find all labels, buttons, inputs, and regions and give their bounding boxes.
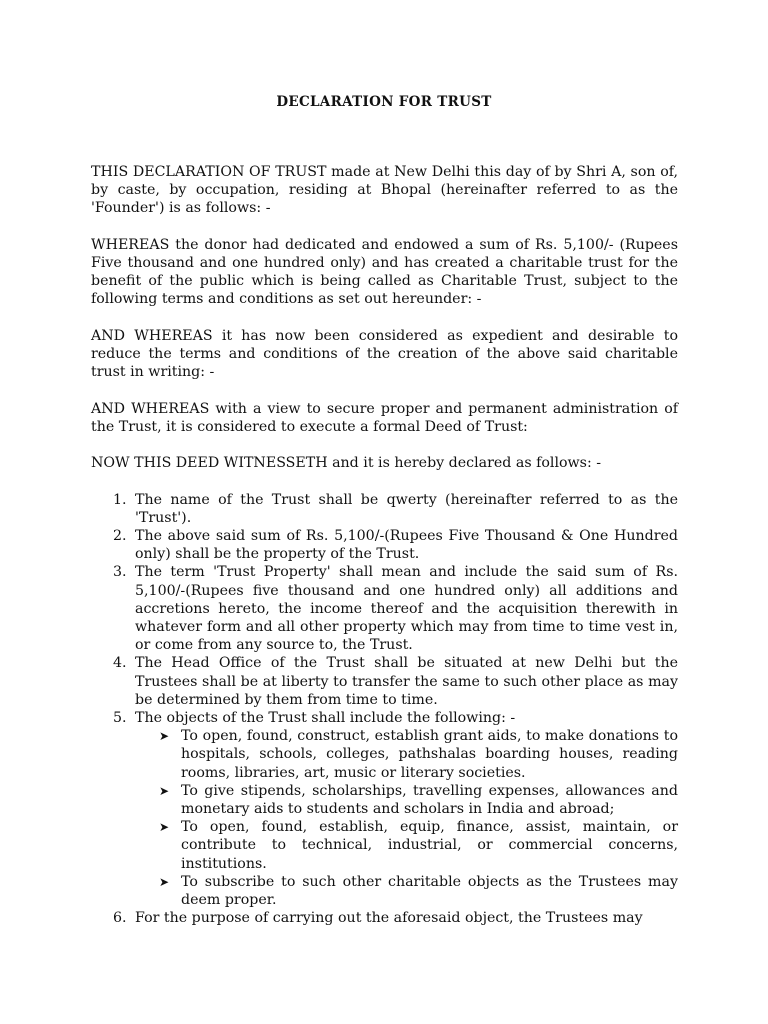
preamble-paragraph: THIS DECLARATION OF TRUST made at New Delhi this day of by Shri A, son of, by caste, by occupation, residing at Bhopal (hereinafter referred to as the 'Founder') is as follows: - [91, 164, 678, 217]
clause-item [91, 654, 678, 709]
and-whereas-paragraph: AND WHEREAS it has now been considered as expedient and desirable to reduce the terms and conditions of the creation of the above said charitable trust in writing: - [91, 327, 678, 381]
object-item [135, 873, 678, 909]
object-item [135, 727, 678, 782]
object-item [135, 782, 678, 818]
clause-number: 3. [113, 564, 127, 581]
arrowhead-bullet-icon: ➤ [159, 729, 170, 744]
clause-number: 5. [113, 710, 127, 727]
clause-text: The above said sum of Rs. 5,100/-(Rupees Five Thousand & One Hundred only) shall be the property of the Trust. [135, 527, 678, 563]
and-whereas-administration-paragraph: AND WHEREAS with a view to secure proper and permanent administration of the Trust, it is considered to execute a formal Deed of Trust: [91, 400, 678, 435]
clause-text: The objects of the Trust shall include the following: - [135, 710, 516, 727]
document-body [91, 163, 678, 927]
clause-text: The term 'Trust Property' shall mean and include the said sum of Rs. 5,100/-(Rupees five thousand and one hundred only) all additions and accretions hereto, the income thereof and the acquisition therewith in whatever form and all other property which may from time to time vest in, or come from any source to, the Trust. [135, 564, 678, 654]
clause-text: For the purpose of carrying out the aforesaid object, the Trustees may [135, 910, 643, 927]
objects-list [135, 727, 678, 909]
witnesseth-paragraph: NOW THIS DEED WITNESSETH and it is hereby declared as follows: - [91, 455, 602, 472]
clause-item [91, 909, 678, 927]
clause-text: The Head Office of the Trust shall be situated at new Delhi but the Trustees shall be at liberty to transfer the same to such other place as may be determined by them from time to time. [135, 655, 678, 708]
object-text: To subscribe to such other charitable objects as the Trustees may deem proper. [181, 873, 678, 909]
arrowhead-bullet-icon: ➤ [159, 820, 170, 835]
arrowhead-bullet-icon: ➤ [159, 783, 170, 798]
arrowhead-bullet-icon: ➤ [159, 874, 170, 889]
clause-item [91, 709, 678, 909]
clause-item [91, 491, 678, 527]
clause-number: 4. [113, 655, 127, 672]
object-text: To open, found, establish, equip, finance, assist, maintain, or contribute to technical, industrial, or commercial concerns, institutions. [181, 819, 678, 872]
clause-text: The name of the Trust shall be qwerty (hereinafter referred to as the 'Trust'). [135, 491, 678, 526]
object-item [135, 818, 678, 873]
clause-number: 2. [113, 527, 127, 544]
clause-item [91, 527, 678, 563]
whereas-paragraph: WHEREAS the donor had dedicated and endowed a sum of Rs. 5,100/- (Rupees Five thousand and one hundred only) and has created a charitable trust for the benefit of the public which is being called as Charitable Trust, subject to the following terms and conditions as set out hereunder: - [91, 236, 678, 308]
clause-number: 6. [113, 910, 127, 927]
clause-list [91, 491, 678, 928]
clause-number: 1. [113, 491, 127, 508]
object-text: To open, found, construct, establish grant aids, to make donations to hospitals, schools, colleges, pathshalas boarding houses, reading rooms, libraries, art, music or literary societies. [181, 728, 678, 781]
clause-item [91, 563, 678, 654]
document-title: DECLARATION FOR TRUST [276, 94, 492, 110]
object-text: To give stipends, scholarships, travelling expenses, allowances and monetary aids to students and scholars in India and abroad; [181, 782, 678, 818]
